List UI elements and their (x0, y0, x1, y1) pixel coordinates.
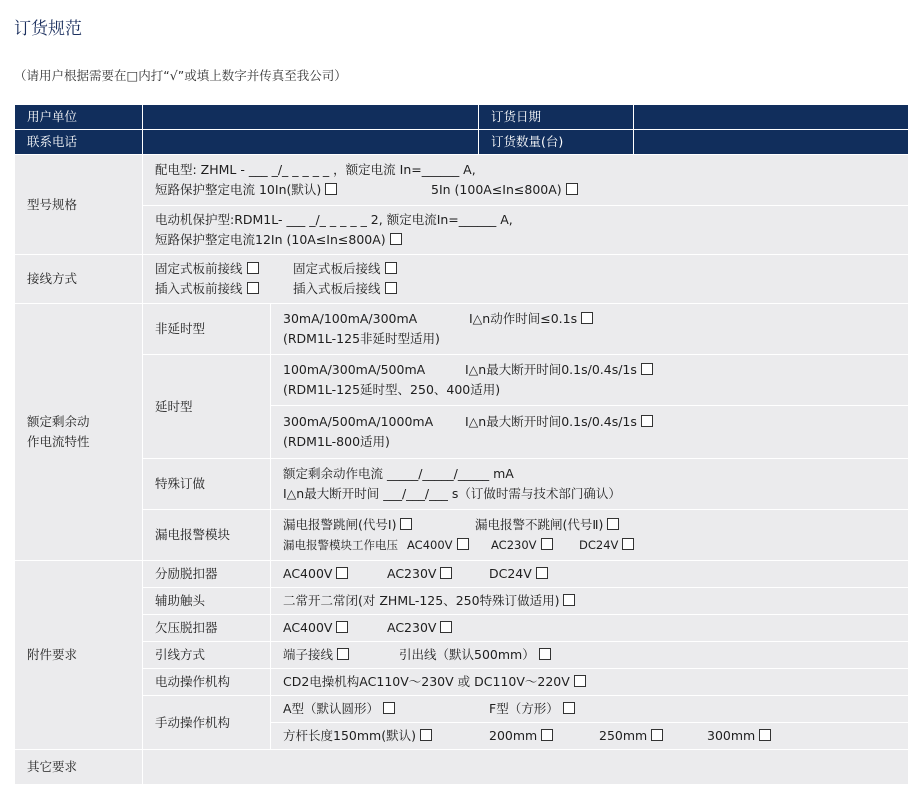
wiring-label: 接线方式 (15, 255, 143, 304)
special-time-line: I△n最大断开时间 ___/___/___ s（订做时需与技术部门确认） (283, 486, 621, 501)
checkbox[interactable] (759, 729, 771, 741)
manual-op-l3: 250mm (599, 728, 648, 743)
checkbox[interactable] (607, 518, 619, 530)
alarm-notrip-option: 漏电报警不跳闸(代号Ⅱ) (475, 517, 604, 532)
motor-op-label: 电动操作机构 (143, 669, 271, 696)
checkbox[interactable] (385, 262, 397, 274)
contact-phone-label: 联系电话 (15, 130, 143, 155)
checkbox[interactable] (247, 262, 259, 274)
under-o2: AC230V (387, 620, 437, 635)
checkbox[interactable] (457, 538, 469, 550)
nondelay-options (271, 304, 909, 355)
under-o1: AC400V (283, 620, 333, 635)
delay-b-note: (RDM1L-800适用) (283, 434, 390, 449)
manual-op-shape-options (271, 696, 909, 723)
rcd-label (15, 304, 143, 561)
wiring-option-1: 固定式板前接线 (155, 261, 243, 276)
delay-a-note: (RDM1L-125延时型、250、400适用) (283, 382, 501, 397)
other-label: 其它要求 (15, 750, 143, 785)
checkbox[interactable] (400, 518, 412, 530)
order-form-table (14, 104, 909, 785)
breaker-type-line: 配电型: ZHML - ___ _/_ _ _ _ _ ，额定电流 In=______ A, (155, 162, 476, 177)
checkbox[interactable] (563, 702, 575, 714)
motor-op-text: CD2电操机构AC110V～230V 或 DC110V～220V (283, 674, 570, 689)
manual-op-l2: 200mm (489, 728, 538, 743)
checkbox[interactable] (325, 183, 337, 195)
wiring-option-4: 插入式板后接线 (293, 281, 381, 296)
shunt-o3: DC24V (489, 566, 532, 581)
checkbox[interactable] (574, 675, 586, 687)
special-label: 特殊订做 (143, 459, 271, 510)
nondelay-time: I△n动作时间≤0.1s (469, 311, 578, 326)
checkbox[interactable] (336, 567, 348, 579)
manual-op-o1: A型（默认圆形） (283, 701, 380, 716)
order-date-field[interactable] (634, 105, 909, 130)
accessory-label: 附件要求 (15, 561, 143, 750)
special-current-line: 额定剩余动作电流 _____/_____/_____ mA (283, 466, 514, 481)
alarm-trip-option: 漏电报警跳闸(代号Ⅰ) (283, 517, 397, 532)
delay-option-a (271, 355, 909, 406)
other-field[interactable] (143, 750, 909, 785)
checkbox[interactable] (539, 648, 551, 660)
checkbox[interactable] (641, 363, 653, 375)
checkbox[interactable] (536, 567, 548, 579)
delay-b-time: I△n最大断开时间0.1s/0.4s/1s (465, 414, 637, 429)
lead-label: 引线方式 (143, 642, 271, 669)
rcd-label-line2: 作电流特性 (27, 434, 90, 449)
header-row-user (15, 105, 909, 130)
model-label: 型号规格 (15, 155, 143, 255)
checkbox[interactable] (420, 729, 432, 741)
checkbox[interactable] (641, 415, 653, 427)
checkbox[interactable] (541, 538, 553, 550)
checkbox[interactable] (247, 282, 259, 294)
alarm-label: 漏电报警模块 (143, 510, 271, 561)
breaker-default-option: 短路保护整定电流 10In(默认) (155, 182, 322, 197)
lead-o2: 引出线（默认500mm） (399, 647, 535, 662)
header-row-contact (15, 130, 909, 155)
motor-type-line: 电动机保护型:RDM1L- ___ _/_ _ _ _ _ 2, 额定电流In=______ A, (155, 212, 513, 227)
nondelay-currents: 30mA/100mA/300mA (283, 311, 418, 326)
lead-o1: 端子接线 (283, 647, 334, 662)
alarm-v1: AC400V (407, 538, 453, 552)
contact-phone-field[interactable] (143, 130, 479, 155)
delay-option-b (271, 406, 909, 459)
shunt-o1: AC400V (283, 566, 333, 581)
shunt-options (271, 561, 909, 588)
instruction-text: （请用户根据需要在□内打“√”或填上数字并传真至我公司） (14, 68, 347, 83)
order-qty-label: 订货数量(台) (479, 130, 634, 155)
aux-text: 二常开二常闭(对 ZHML-125、250特殊订做适用) (283, 593, 560, 608)
alarm-v3: DC24V (579, 538, 619, 552)
checkbox[interactable] (440, 567, 452, 579)
checkbox[interactable] (385, 282, 397, 294)
nondelay-label: 非延时型 (143, 304, 271, 355)
delay-label: 延时型 (143, 355, 271, 459)
checkbox[interactable] (383, 702, 395, 714)
shunt-o2: AC230V (387, 566, 437, 581)
manual-op-o2: F型（方形） (489, 701, 559, 716)
delay-a-currents: 100mA/300mA/500mA (283, 362, 426, 377)
checkbox[interactable] (337, 648, 349, 660)
special-options (271, 459, 909, 510)
manual-op-label: 手动操作机构 (143, 696, 271, 750)
alarm-v2: AC230V (491, 538, 537, 552)
alarm-voltage-label: 漏电报警模块工作电压 (283, 538, 398, 552)
shunt-label: 分励脱扣器 (143, 561, 271, 588)
order-date-label: 订货日期 (479, 105, 634, 130)
wiring-option-2: 固定式板后接线 (293, 261, 381, 276)
checkbox[interactable] (563, 594, 575, 606)
alarm-options (271, 510, 909, 561)
delay-a-time: I△n最大断开时间0.1s/0.4s/1s (465, 362, 637, 377)
breaker-type-cell (143, 155, 909, 206)
manual-op-l4: 300mm (707, 728, 756, 743)
user-unit-label: 用户单位 (15, 105, 143, 130)
motor-type-cell (143, 206, 909, 255)
user-unit-field[interactable] (143, 105, 479, 130)
checkbox[interactable] (440, 621, 452, 633)
motor-op-options (271, 669, 909, 696)
manual-op-l1: 方杆长度150mm(默认) (283, 728, 416, 743)
checkbox[interactable] (622, 538, 634, 550)
lead-options (271, 642, 909, 669)
under-label: 欠压脱扣器 (143, 615, 271, 642)
checkbox[interactable] (651, 729, 663, 741)
manual-op-length-options (271, 723, 909, 750)
breaker-5in-option: 5In (100A≤In≤800A) (431, 182, 562, 197)
under-options (271, 615, 909, 642)
order-qty-field[interactable] (634, 130, 909, 155)
page-title: 订货规范 (14, 19, 82, 39)
aux-options (271, 588, 909, 615)
wiring-option-3: 插入式板前接线 (155, 281, 243, 296)
aux-label: 辅助触头 (143, 588, 271, 615)
checkbox[interactable] (541, 729, 553, 741)
rcd-label-line1: 额定剩余动 (27, 414, 90, 429)
checkbox[interactable] (336, 621, 348, 633)
motor-protection-option: 短路保护整定电流12In (10A≤In≤800A) (155, 232, 386, 247)
checkbox[interactable] (566, 183, 578, 195)
delay-b-currents: 300mA/500mA/1000mA (283, 414, 434, 429)
wiring-options (143, 255, 909, 304)
checkbox[interactable] (390, 233, 402, 245)
nondelay-note: (RDM1L-125非延时型适用) (283, 331, 440, 346)
checkbox[interactable] (581, 312, 593, 324)
